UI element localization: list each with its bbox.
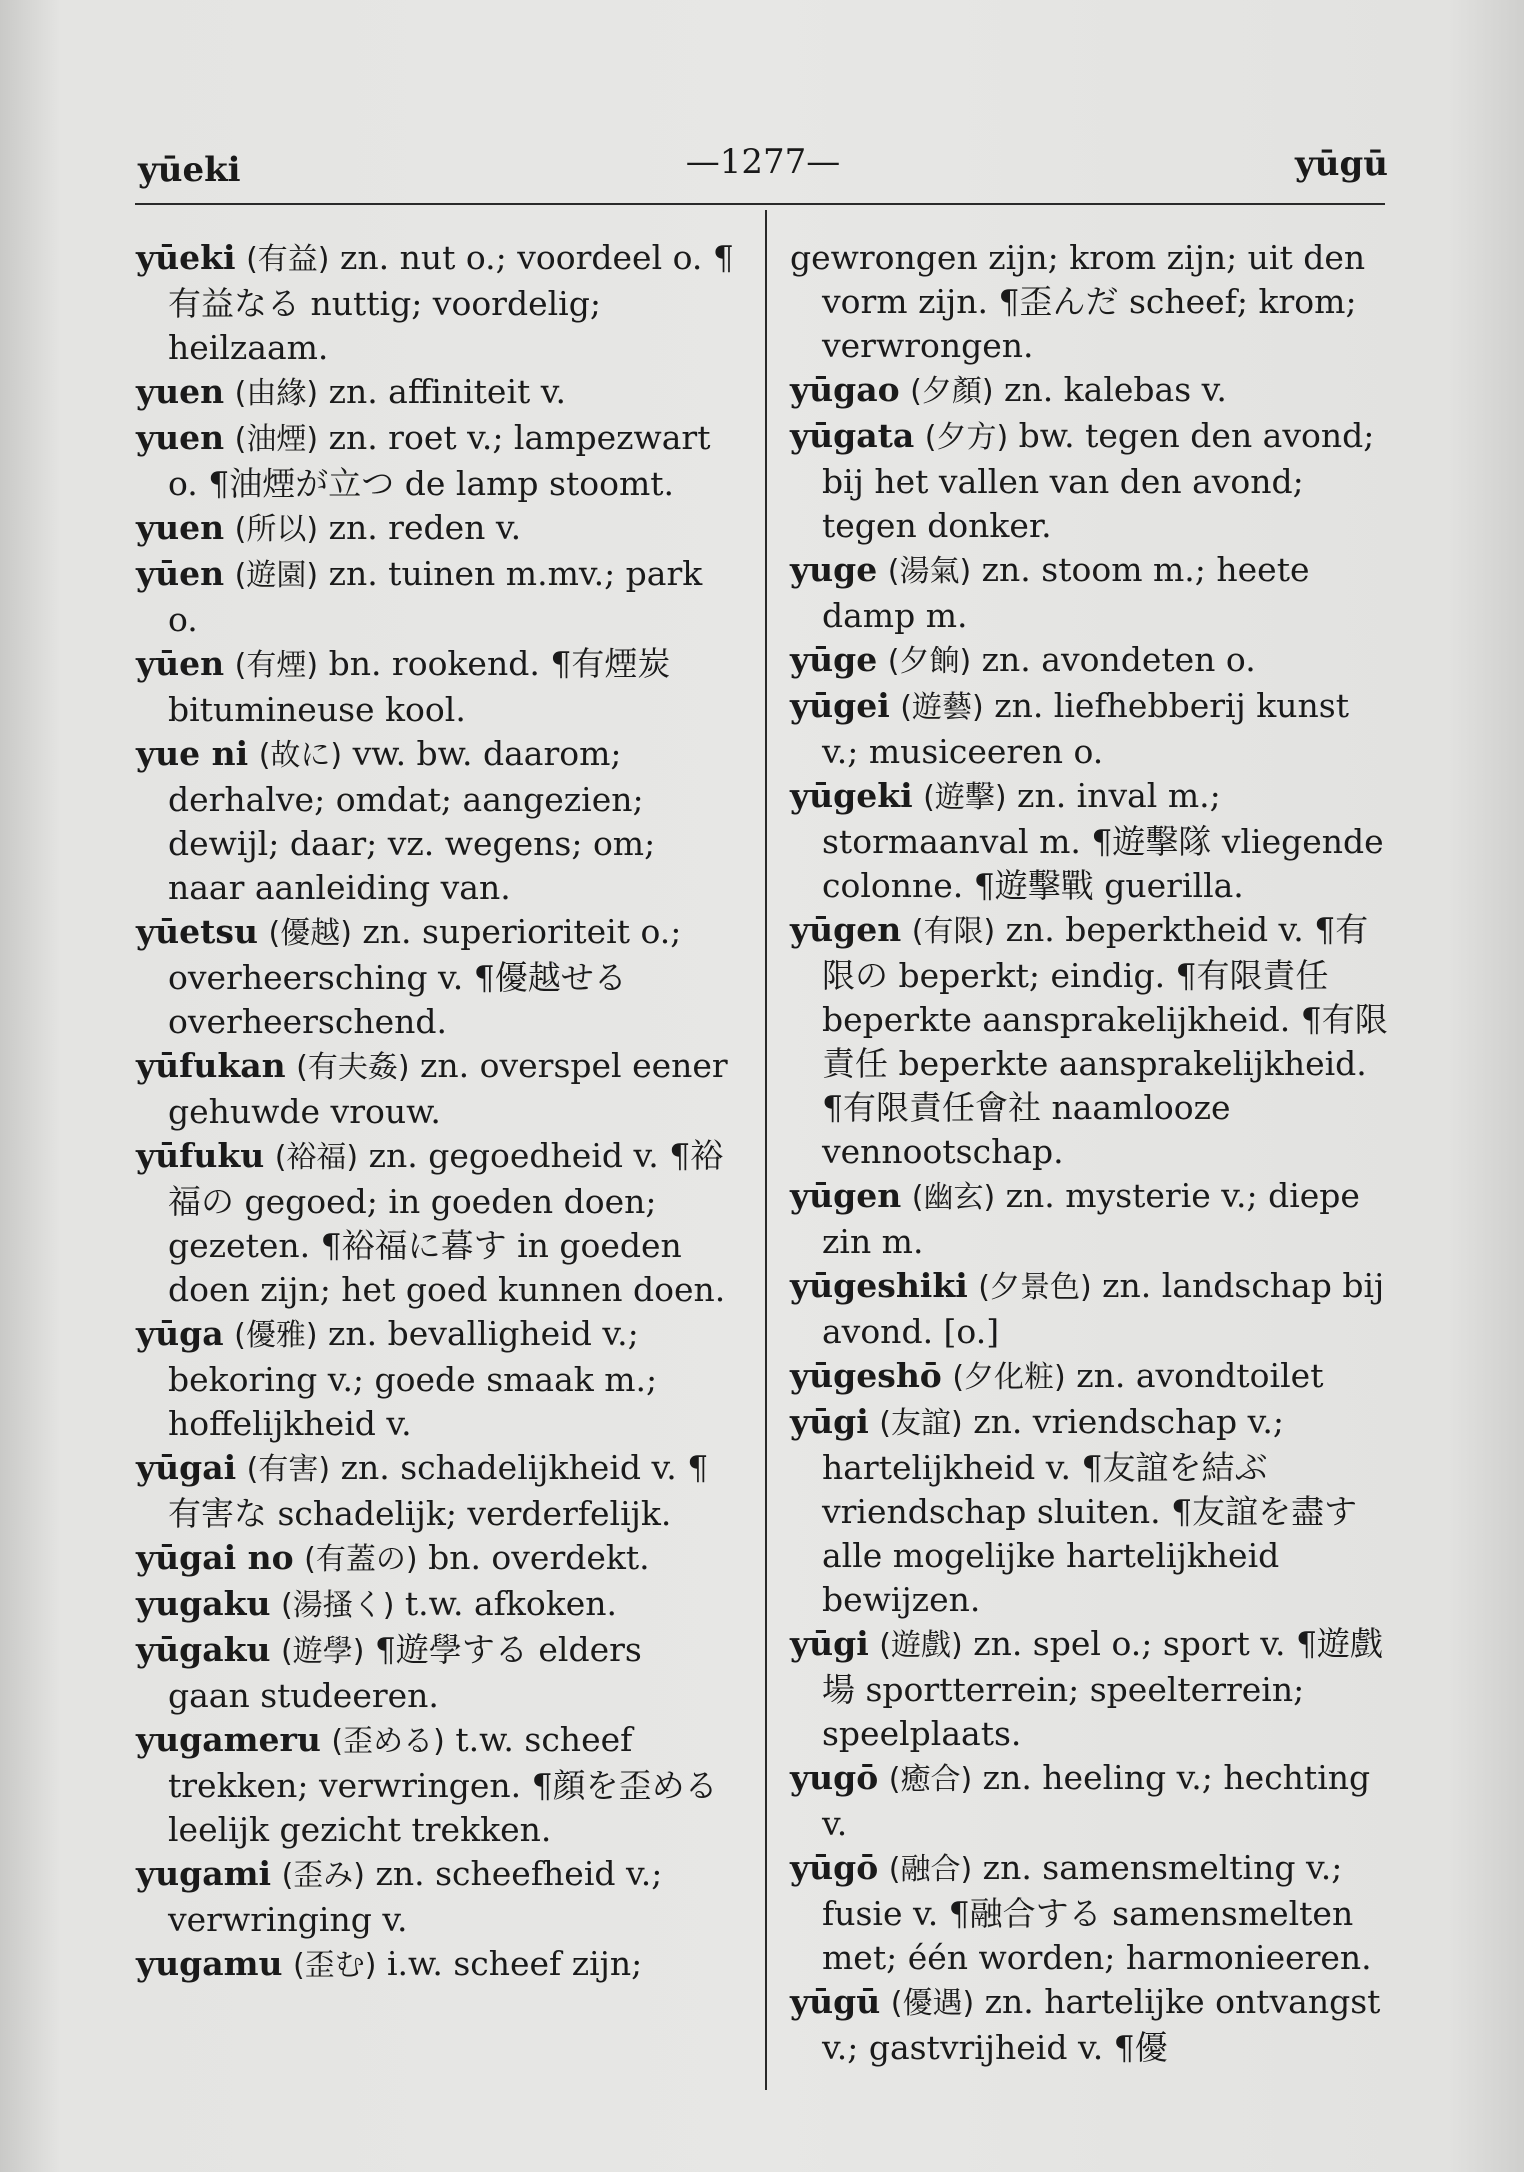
entry-headword: yūgaku [136,1630,271,1669]
entry-definition: zn. stoom m.; heete damp m. [822,550,1310,635]
dictionary-entry [790,414,1390,548]
dictionary-entry [136,1582,734,1628]
dictionary-entry [136,1628,734,1718]
entry-headword: yūgū [790,1982,881,2021]
entry-kanji: (有益) [246,242,330,277]
entry-kanji: (夕景色) [978,1270,1092,1305]
entry-definition: zn. superioriteit o.; overheersching v. ¶優越せる overheerschend. [168,912,682,1041]
entry-kanji: (湯氣) [887,554,972,589]
right-column [790,236,1390,2070]
entry-definition: bn. rookend. ¶有煙炭 bitumineuse kool. [168,644,671,729]
entry-definition: zn. affiniteit v. [318,372,566,411]
page-header [138,142,1388,202]
entry-headword: yūfukan [136,1046,286,1085]
entry-definition: zn. spel o.; sport v. ¶遊戲場 sportterrein; speelterrein; speelplaats. [822,1624,1383,1753]
entry-kanji: (遊園) [234,558,319,593]
dictionary-entry [136,910,734,1044]
entry-definition: zn. gegoedheid v. ¶裕福の gegoed; in goeden doen; gezeten. ¶裕福に暮す in goeden doen zijn; het goed kunnen doen. [168,1136,726,1309]
entry-kanji: (遊學) [280,1634,365,1669]
dictionary-entry [136,236,734,370]
dictionary-entry [136,1134,734,1312]
entry-headword: yugaku [136,1584,271,1623]
left-column [136,236,734,1988]
dictionary-entry [790,1264,1390,1354]
entry-headword: yūgi [790,1624,869,1663]
dictionary-entry [136,1312,734,1446]
entry-definition: zn. roet v.; lampezwart o. ¶油煙が立つ de lamp stoomt. [168,418,711,503]
entry-kanji: (融合) [888,1852,973,1887]
entry-kanji: (有害) [246,1452,331,1487]
dictionary-entry [136,1718,734,1852]
entry-definition: zn. hartelijke ontvangst v.; gastvrijheid v. ¶優 [822,1982,1381,2067]
entry-headword: yue ni [136,734,249,773]
dictionary-entry [790,548,1390,638]
entry-kanji: (所以) [234,512,319,547]
entry-kanji: (裕福) [274,1140,359,1175]
entry-definition: zn. bevalligheid v.; bekoring v.; goede smaak m.; hoffelijkheid v. [168,1314,658,1443]
dictionary-entry [790,1354,1390,1400]
entry-definition: bn. overdekt. [417,1538,650,1577]
entry-definition: zn. scheefheid v.; verwringing v. [168,1854,663,1939]
entry-headword: yūgata [790,416,915,455]
entry-headword: yuge [790,550,878,589]
dictionary-entry [790,368,1390,414]
dictionary-entry [790,236,1390,368]
entry-headword: yugami [136,1854,272,1893]
entry-headword: yūgō [790,1848,879,1887]
entry-headword: yūgeshiki [790,1266,968,1305]
entry-kanji: (湯搔く) [280,1588,395,1623]
dictionary-entry [136,552,734,642]
dictionary-entry [790,638,1390,684]
entry-headword: yuen [136,508,225,547]
entry-definition: ¶遊學する elders gaan studeeren. [168,1630,642,1715]
dictionary-entry [136,416,734,506]
entry-definition: zn. landschap bij avond. [o.] [822,1266,1385,1351]
entry-kanji: (歪む) [293,1948,377,1983]
entry-kanji: (夕顏) [910,374,994,409]
entry-headword: yūga [136,1314,224,1353]
entry-headword: yūen [136,554,225,593]
entry-kanji: (遊擊) [923,780,1007,815]
entry-definition: zn. kalebas v. [993,370,1227,409]
dictionary-entry [136,1852,734,1942]
entry-kanji: (歪める) [331,1724,445,1759]
dictionary-entry [136,1044,734,1134]
entry-headword: yūgei [790,686,890,725]
entry-headword: yūgen [790,1176,902,1215]
entry-headword: yūgai no [136,1538,294,1577]
entry-kanji: (夕餉) [887,644,972,679]
page-number: —1277— [685,142,841,182]
dictionary-entry [790,774,1390,908]
right-guide-word: yūgū [1295,144,1388,184]
entry-headword: yūge [790,640,878,679]
dictionary-entry [136,642,734,732]
entry-definition: zn. beperktheid v. ¶有限の beperkt; eindig. ¶有限責任 beperkte aansprakelijkheid. ¶有限責任 beperkte aansprakelijkheid. ¶有限責任會社 naamlooze vennootschap. [822,910,1388,1171]
entry-definition: i.w. scheef zijn; [376,1944,643,1983]
entry-kanji: (優遇) [890,1986,975,2021]
entry-definition: zn. mysterie v.; diepe zin m. [822,1176,1360,1261]
entry-definition: gewrongen zijn; krom zijn; uit den vorm zijn. ¶歪んだ scheef; krom; verwrongen. [790,238,1366,365]
entry-definition: t.w. scheef trekken; verwringen. ¶顔を歪める leelijk gezicht trekken. [168,1720,718,1849]
entry-kanji: (優越) [268,916,352,951]
entry-headword: yūgeki [790,776,913,815]
entry-definition: zn. vriendschap v.; hartelijkheid v. ¶友誼を結ぶ vriendschap sluiten. ¶友誼を盡す alle mogelijke hartelijkheid bewijzen. [822,1402,1358,1619]
entry-definition: t.w. afkoken. [394,1584,617,1623]
entry-kanji: (優雅) [234,1318,318,1353]
entry-definition: vw. bw. daarom; derhalve; omdat; aangezien; dewijl; daar; vz. wegens; om; naar aanleiding van. [168,734,656,907]
entry-kanji: (癒合) [888,1762,973,1797]
dictionary-entry [136,1446,734,1536]
dictionary-entry [136,370,734,416]
entry-headword: yūgeshō [790,1356,942,1395]
entry-kanji: (有限) [911,914,996,949]
dictionary-entry [790,684,1390,774]
dictionary-entry [790,1174,1390,1264]
entry-definition: zn. heeling v.; hechting v. [822,1758,1371,1843]
entry-kanji: (有夫姦) [296,1050,410,1085]
entry-definition: zn. inval m.; stormaanval m. ¶遊擊隊 vliegende colonne. ¶遊擊戰 guerilla. [822,776,1384,905]
entry-definition: zn. reden v. [318,508,522,547]
entry-definition: zn. nut o.; voordeel o. ¶有益なる nuttig; voordelig; heilzaam. [168,238,734,367]
entry-definition: zn. liefhebberij kunst v.; musiceeren o. [822,686,1349,771]
entry-headword: yūetsu [136,912,258,951]
entry-headword: yugamu [136,1944,283,1983]
entry-definition: bw. tegen den avond; bij het vallen van den avond; tegen donker. [822,416,1375,545]
entry-headword: yūgao [790,370,900,409]
entry-definition: zn. avondeten o. [971,640,1256,679]
entry-kanji: (友誼) [879,1406,963,1441]
entry-kanji: (歪み) [281,1858,365,1893]
entry-kanji: (有煙) [234,648,319,683]
entry-kanji: (故に) [258,738,343,773]
entry-kanji: (夕方) [924,420,1009,455]
entry-headword: yūen [136,644,225,683]
entry-definition: zn. overspel eener gehuwde vrouw. [168,1046,728,1131]
entry-kanji: (遊戲) [879,1628,963,1663]
entry-definition: zn. samensmelting v.; fusie v. ¶融合する samensmelten met; één worden; harmonieeren. [822,1848,1372,1977]
dictionary-entry [136,1536,734,1582]
entry-headword: yuen [136,372,225,411]
dictionary-entry [136,732,734,910]
dictionary-entry [790,1400,1390,1622]
dictionary-entry [790,1980,1390,2070]
header-rule [135,203,1385,205]
entry-headword: yūeki [136,238,236,277]
entry-headword: yuen [136,418,225,457]
column-divider [765,210,767,2090]
dictionary-entry [790,908,1390,1174]
entry-headword: yugō [790,1758,879,1797]
entry-kanji: (夕化粧) [952,1360,1066,1395]
entry-headword: yugameru [136,1720,321,1759]
entry-kanji: (油煙) [234,422,319,457]
entry-kanji: (遊藝) [900,690,984,725]
dictionary-entry [790,1756,1390,1846]
entry-headword: yūgai [136,1448,237,1487]
entry-definition: zn. tuinen m.mv.; park o. [168,554,703,639]
entry-headword: yūfuku [136,1136,265,1175]
left-guide-word: yūeki [138,150,241,190]
entry-definition: zn. schadelijkheid v. ¶有害な schadelijk; verderfelijk. [168,1448,709,1533]
dictionary-entry [790,1622,1390,1756]
dictionary-entry [136,506,734,552]
dictionary-entry [790,1846,1390,1980]
entry-kanji: (由緣) [234,376,319,411]
dictionary-entry [136,1942,734,1988]
entry-headword: yūgen [790,910,902,949]
entry-definition: zn. avondtoilet [1065,1356,1324,1395]
entry-kanji: (有蓋の) [304,1542,418,1577]
entry-headword: yūgi [790,1402,869,1441]
entry-kanji: (幽玄) [911,1180,996,1215]
